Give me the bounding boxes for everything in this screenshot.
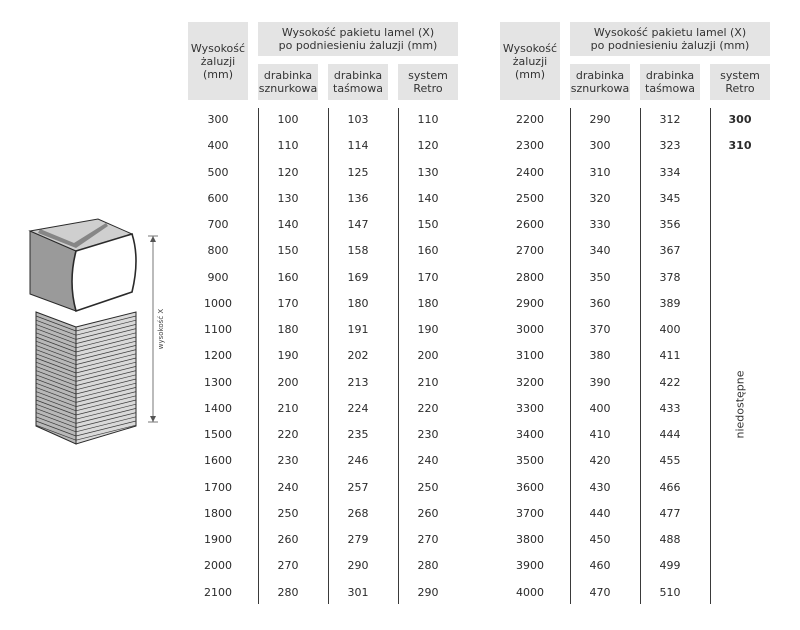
header-package-line: po podniesieniu żaluzji (mm) bbox=[590, 39, 750, 52]
header-col-line: system bbox=[408, 69, 448, 82]
table-cell: 440 bbox=[589, 506, 611, 520]
table-cell: 300 bbox=[589, 139, 611, 153]
header-package-line: Wysokość pakietu lamel (X) bbox=[281, 26, 435, 39]
header-height-line: (mm) bbox=[514, 67, 545, 81]
table-cell: 378 bbox=[659, 270, 681, 284]
table-cell: 130 bbox=[417, 165, 439, 179]
table-cell: 120 bbox=[277, 165, 299, 179]
height-cell: 2000 bbox=[204, 559, 232, 573]
table-cell: 147 bbox=[347, 218, 369, 231]
height-cell: 1700 bbox=[204, 480, 232, 494]
height-cell: 2300 bbox=[516, 139, 544, 153]
height-cell: 4000 bbox=[516, 585, 544, 599]
height-cell: 2100 bbox=[204, 585, 232, 599]
table-cell: 125 bbox=[347, 165, 369, 179]
header-col-line: drabinka bbox=[333, 69, 383, 82]
height-cell: 1900 bbox=[204, 533, 232, 546]
table-cell: 488 bbox=[659, 533, 681, 546]
table-cell: 323 bbox=[659, 139, 681, 153]
height-cell: 1000 bbox=[204, 296, 232, 310]
header-col-line: system bbox=[720, 69, 760, 82]
table-cell: 420 bbox=[589, 454, 611, 468]
table-cell: 114 bbox=[347, 139, 369, 153]
height-cell: 1300 bbox=[204, 375, 232, 389]
height-cell: 3100 bbox=[516, 349, 544, 363]
table-cell: 356 bbox=[659, 218, 681, 231]
table-cell: 360 bbox=[589, 296, 611, 310]
table-cell: 290 bbox=[589, 113, 611, 126]
height-cell: 2700 bbox=[516, 244, 544, 258]
table-cell: 169 bbox=[347, 270, 369, 284]
table-cell: 260 bbox=[277, 533, 299, 546]
table-cell: 160 bbox=[277, 270, 299, 284]
table-cell: 260 bbox=[417, 506, 439, 520]
table-cell: 250 bbox=[277, 506, 299, 520]
table-cell: 103 bbox=[347, 113, 369, 126]
height-cell: 1800 bbox=[204, 506, 232, 520]
header-col-line: drabinka bbox=[645, 69, 695, 82]
height-cell: 2200 bbox=[516, 113, 544, 126]
header-col-sznurkowa bbox=[570, 64, 630, 100]
height-cell: 400 bbox=[207, 139, 229, 153]
table-cell: 270 bbox=[417, 533, 439, 546]
table-cell: 110 bbox=[277, 139, 299, 153]
table-cell: 460 bbox=[589, 559, 611, 573]
table-cell: 150 bbox=[417, 218, 439, 231]
table-cell: 120 bbox=[417, 139, 439, 153]
table-cell: 320 bbox=[589, 191, 611, 205]
table-cell: 202 bbox=[347, 349, 369, 363]
header-col-tasmowa bbox=[328, 64, 388, 100]
table-cell: 422 bbox=[659, 375, 681, 389]
table-cell: 312 bbox=[659, 113, 681, 126]
table-cell: 180 bbox=[417, 296, 439, 310]
table-cell: 136 bbox=[347, 191, 369, 205]
table-cell: 330 bbox=[589, 218, 611, 231]
header-col-line: sznurkowa bbox=[570, 82, 630, 95]
header-package bbox=[570, 22, 770, 56]
height-cell: 3200 bbox=[516, 375, 544, 389]
column-divider bbox=[710, 108, 711, 604]
header-package-line: po podniesieniu żaluzji (mm) bbox=[278, 39, 438, 52]
table-cell: 230 bbox=[277, 454, 299, 468]
table-cell: 477 bbox=[659, 506, 681, 520]
table-cell: 470 bbox=[589, 585, 611, 599]
height-cell: 1200 bbox=[204, 349, 232, 363]
table-cell: 300 bbox=[728, 113, 752, 126]
table-cell: 345 bbox=[659, 191, 681, 205]
table-cell: 466 bbox=[659, 480, 681, 494]
table-cell: 280 bbox=[417, 559, 439, 573]
height-cell: 3800 bbox=[516, 533, 544, 546]
height-cell: 700 bbox=[207, 218, 229, 231]
header-col-tasmowa bbox=[640, 64, 700, 100]
table-cell: 340 bbox=[589, 244, 611, 258]
height-cell: 800 bbox=[207, 244, 229, 258]
table-cell: 455 bbox=[659, 454, 681, 468]
table-cell: 220 bbox=[417, 401, 439, 415]
table-cell: 270 bbox=[277, 559, 299, 573]
table-cell: 160 bbox=[417, 244, 439, 258]
table-cell: 310 bbox=[589, 165, 611, 179]
table-cell: 310 bbox=[728, 139, 752, 153]
table-cell: 170 bbox=[277, 296, 299, 310]
header-height-line: (mm) bbox=[202, 67, 233, 81]
header-col-line: taśmowa bbox=[333, 82, 383, 95]
table-cell: 350 bbox=[589, 270, 611, 284]
table-cell: 140 bbox=[277, 218, 299, 231]
table-cell: 433 bbox=[659, 401, 681, 415]
unavailable-label: niedostępne bbox=[733, 370, 747, 439]
table-cell: 200 bbox=[417, 349, 439, 363]
table-cell: 280 bbox=[277, 585, 299, 599]
table-cell: 411 bbox=[659, 349, 681, 363]
height-cell: 3600 bbox=[516, 480, 544, 494]
dimension-label: wysokość X bbox=[157, 308, 165, 350]
height-cell: 2900 bbox=[516, 296, 544, 310]
header-col-line: Retro bbox=[413, 82, 443, 95]
table-cell: 240 bbox=[277, 480, 299, 494]
header-height-line: żaluzji bbox=[200, 54, 236, 68]
height-cell: 3000 bbox=[516, 323, 544, 336]
height-cell: 1400 bbox=[204, 401, 232, 415]
table-cell: 170 bbox=[417, 270, 439, 284]
height-cell: 900 bbox=[207, 270, 229, 284]
table-cell: 380 bbox=[589, 349, 611, 363]
header-col-line: Retro bbox=[725, 82, 755, 95]
table-cell: 410 bbox=[589, 428, 611, 441]
table-cell: 334 bbox=[659, 165, 681, 179]
table-cell: 370 bbox=[589, 323, 611, 336]
table-cell: 210 bbox=[417, 375, 439, 389]
height-cell: 3500 bbox=[516, 454, 544, 468]
table-cell: 140 bbox=[417, 191, 439, 205]
header-col-line: drabinka bbox=[263, 69, 313, 82]
height-cell: 500 bbox=[207, 165, 229, 179]
table-cell: 268 bbox=[347, 506, 369, 520]
header-col-line: taśmowa bbox=[645, 82, 695, 95]
table-cell: 158 bbox=[347, 244, 369, 258]
height-cell: 1100 bbox=[204, 323, 232, 336]
header-height-line: żaluzji bbox=[512, 54, 548, 68]
table-cell: 110 bbox=[417, 113, 439, 126]
header-height bbox=[500, 22, 560, 100]
height-cell: 300 bbox=[207, 113, 229, 126]
header-height-line: Wysokość bbox=[502, 41, 558, 55]
table-cell: 130 bbox=[277, 191, 299, 205]
table-cell: 100 bbox=[277, 113, 299, 126]
table-cell: 210 bbox=[277, 401, 299, 415]
table-cell: 235 bbox=[347, 428, 369, 441]
height-cell: 600 bbox=[207, 191, 229, 205]
header-col-retro bbox=[398, 64, 458, 100]
header-height bbox=[188, 22, 248, 100]
header-col-retro bbox=[710, 64, 770, 100]
table-cell: 240 bbox=[417, 454, 439, 468]
header-package-line: Wysokość pakietu lamel (X) bbox=[593, 26, 747, 39]
height-cell: 1500 bbox=[204, 428, 232, 441]
table-cell: 279 bbox=[347, 533, 369, 546]
header-height-line: Wysokość bbox=[190, 41, 246, 55]
table-cell: 390 bbox=[589, 375, 611, 389]
header-package bbox=[258, 22, 458, 56]
table-cell: 220 bbox=[277, 428, 299, 441]
table-cell: 200 bbox=[277, 375, 299, 389]
table-cell: 444 bbox=[659, 428, 681, 441]
table-cell: 430 bbox=[589, 480, 611, 494]
table-cell: 180 bbox=[277, 323, 299, 336]
table-cell: 190 bbox=[277, 349, 299, 363]
slat-stack bbox=[36, 312, 136, 444]
headrail bbox=[30, 219, 136, 311]
table-cell: 510 bbox=[659, 585, 681, 599]
table-cell: 400 bbox=[659, 323, 681, 336]
header-col-line: drabinka bbox=[575, 69, 625, 82]
height-cell: 2600 bbox=[516, 218, 544, 231]
table-cell: 290 bbox=[417, 585, 439, 599]
blind-package-illustration bbox=[18, 214, 168, 454]
height-cell: 3700 bbox=[516, 506, 544, 520]
table-cell: 290 bbox=[347, 559, 369, 573]
height-cell: 3900 bbox=[516, 559, 544, 573]
table-cell: 257 bbox=[347, 480, 369, 494]
table-cell: 367 bbox=[659, 244, 681, 258]
height-cell: 3400 bbox=[516, 428, 544, 441]
height-cell: 1600 bbox=[204, 454, 232, 468]
table-cell: 499 bbox=[659, 559, 681, 573]
table-cell: 246 bbox=[347, 454, 369, 468]
header-col-line: sznurkowa bbox=[258, 82, 318, 95]
table-cell: 250 bbox=[417, 480, 439, 494]
table-cell: 301 bbox=[347, 585, 369, 599]
table-cell: 224 bbox=[347, 401, 369, 415]
height-cell: 2400 bbox=[516, 165, 544, 179]
height-cell: 3300 bbox=[516, 401, 544, 415]
table-cell: 389 bbox=[659, 296, 681, 310]
table-cell: 191 bbox=[347, 323, 369, 336]
height-cell: 2800 bbox=[516, 270, 544, 284]
table-cell: 213 bbox=[347, 375, 369, 389]
table-cell: 180 bbox=[347, 296, 369, 310]
table-cell: 190 bbox=[417, 323, 439, 336]
height-cell: 2500 bbox=[516, 191, 544, 205]
table-cell: 400 bbox=[589, 401, 611, 415]
header-col-sznurkowa bbox=[258, 64, 318, 100]
table-cell: 150 bbox=[277, 244, 299, 258]
table-cell: 450 bbox=[589, 533, 611, 546]
table-cell: 230 bbox=[417, 428, 439, 441]
